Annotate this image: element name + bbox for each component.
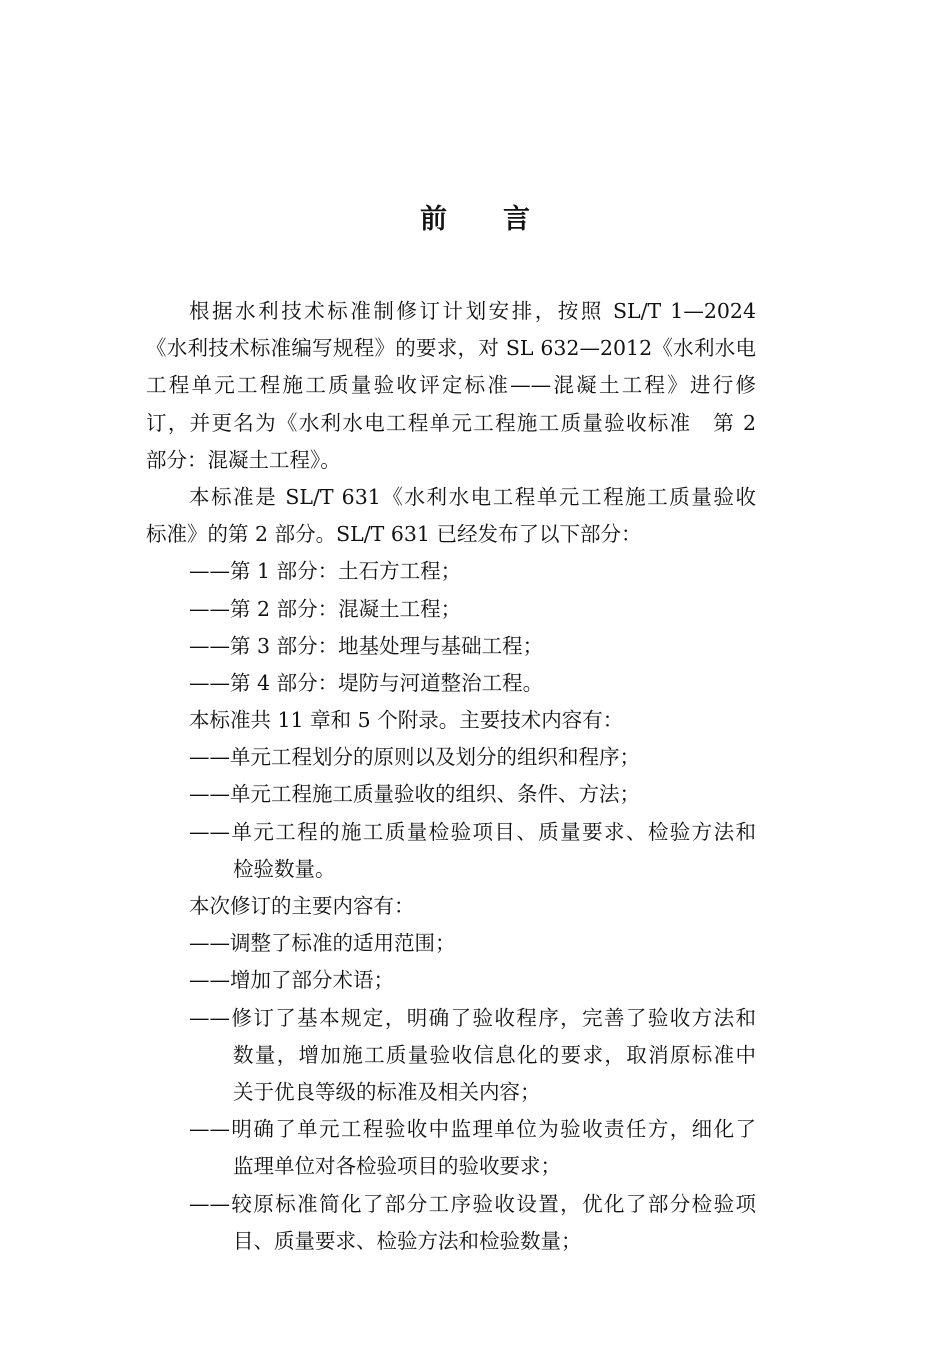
text-line — [146, 1186, 756, 1223]
text-line — [146, 1000, 756, 1037]
line-text: ——第 1 部分：土石方工程； — [189, 559, 462, 584]
title-char-2: 言 — [503, 204, 530, 235]
line-text: ——较原标准简化了部分工序验收设置，优化了部分检验项 — [189, 1191, 756, 1216]
text-line — [146, 1148, 756, 1185]
line-text: 数量，增加施工质量验收信息化的要求，取消原标准中 — [233, 1042, 756, 1067]
text-line — [146, 591, 756, 628]
text-line — [146, 1037, 756, 1074]
line-text: ——修订了基本规定，明确了验收程序，完善了验收方法和 — [189, 1005, 756, 1030]
line-text: 《水利技术标准编写规程》的要求，对 SL 632—2012《水利水电 — [146, 336, 756, 361]
line-text: 检验数量。 — [233, 856, 336, 881]
text-line — [146, 1111, 756, 1148]
line-text: 根据水利技术标准制修订计划安排，按照 SL/T 1—2024 — [189, 299, 756, 323]
line-text: ——第 4 部分：堤防与河道整治工程。 — [189, 670, 544, 695]
line-text: ——单元工程的施工质量检验项目、质量要求、检验方法和 — [189, 819, 756, 844]
line-text: ——第 3 部分：地基处理与基础工程； — [189, 633, 544, 658]
text-line — [146, 962, 756, 999]
line-text: 订，并更名为《水利水电工程单元工程施工质量验收标准 第 2 — [146, 410, 756, 435]
line-text: 标准》的第 2 部分。SL/T 631 已经发布了以下部分： — [146, 522, 642, 547]
text-line — [146, 628, 756, 665]
line-text: 本标准是 SL/T 631《水利水电工程单元工程施工质量验收 — [189, 484, 756, 509]
page-title — [0, 197, 950, 236]
line-text: 部分：混凝土工程》。 — [146, 447, 341, 472]
line-text: ——单元工程施工质量验收的组织、条件、方法； — [189, 782, 640, 807]
text-line — [146, 776, 756, 813]
line-text: ——调整了标准的适用范围； — [189, 931, 456, 956]
text-line — [146, 665, 756, 702]
line-text: ——第 2 部分：混凝土工程； — [189, 596, 462, 621]
text-line — [146, 739, 756, 776]
text-line — [146, 293, 756, 330]
text-line — [146, 367, 756, 404]
line-text: 监理单位对各检验项目的验收要求； — [233, 1154, 561, 1179]
line-text: 本次修订的主要内容有： — [189, 894, 415, 918]
text-line — [146, 1074, 756, 1111]
text-line — [146, 516, 756, 553]
text-line — [146, 888, 756, 925]
text-line — [146, 479, 756, 516]
title-char-1: 前 — [420, 204, 447, 235]
line-text: 目、质量要求、检验方法和检验数量； — [233, 1228, 582, 1253]
text-line — [146, 442, 756, 479]
text-line — [146, 851, 756, 888]
line-text: ——单元工程划分的原则以及划分的组织和程序； — [189, 745, 640, 770]
text-line — [146, 814, 756, 851]
text-line — [146, 925, 756, 962]
text-line — [146, 330, 756, 367]
text-line — [146, 553, 756, 590]
line-text: ——增加了部分术语； — [189, 968, 394, 993]
line-text: 工程单元工程施工质量验收评定标准——混凝土工程》进行修 — [146, 373, 756, 398]
preface-body — [146, 293, 756, 1260]
line-text: 关于优良等级的标准及相关内容； — [233, 1079, 541, 1104]
text-line — [146, 1223, 756, 1260]
text-line — [146, 702, 756, 739]
line-text: ——明确了单元工程验收中监理单位为验收责任方，细化了 — [189, 1117, 756, 1142]
text-line — [146, 405, 756, 442]
line-text: 本标准共 11 章和 5 个附录。主要技术内容有： — [189, 708, 624, 733]
